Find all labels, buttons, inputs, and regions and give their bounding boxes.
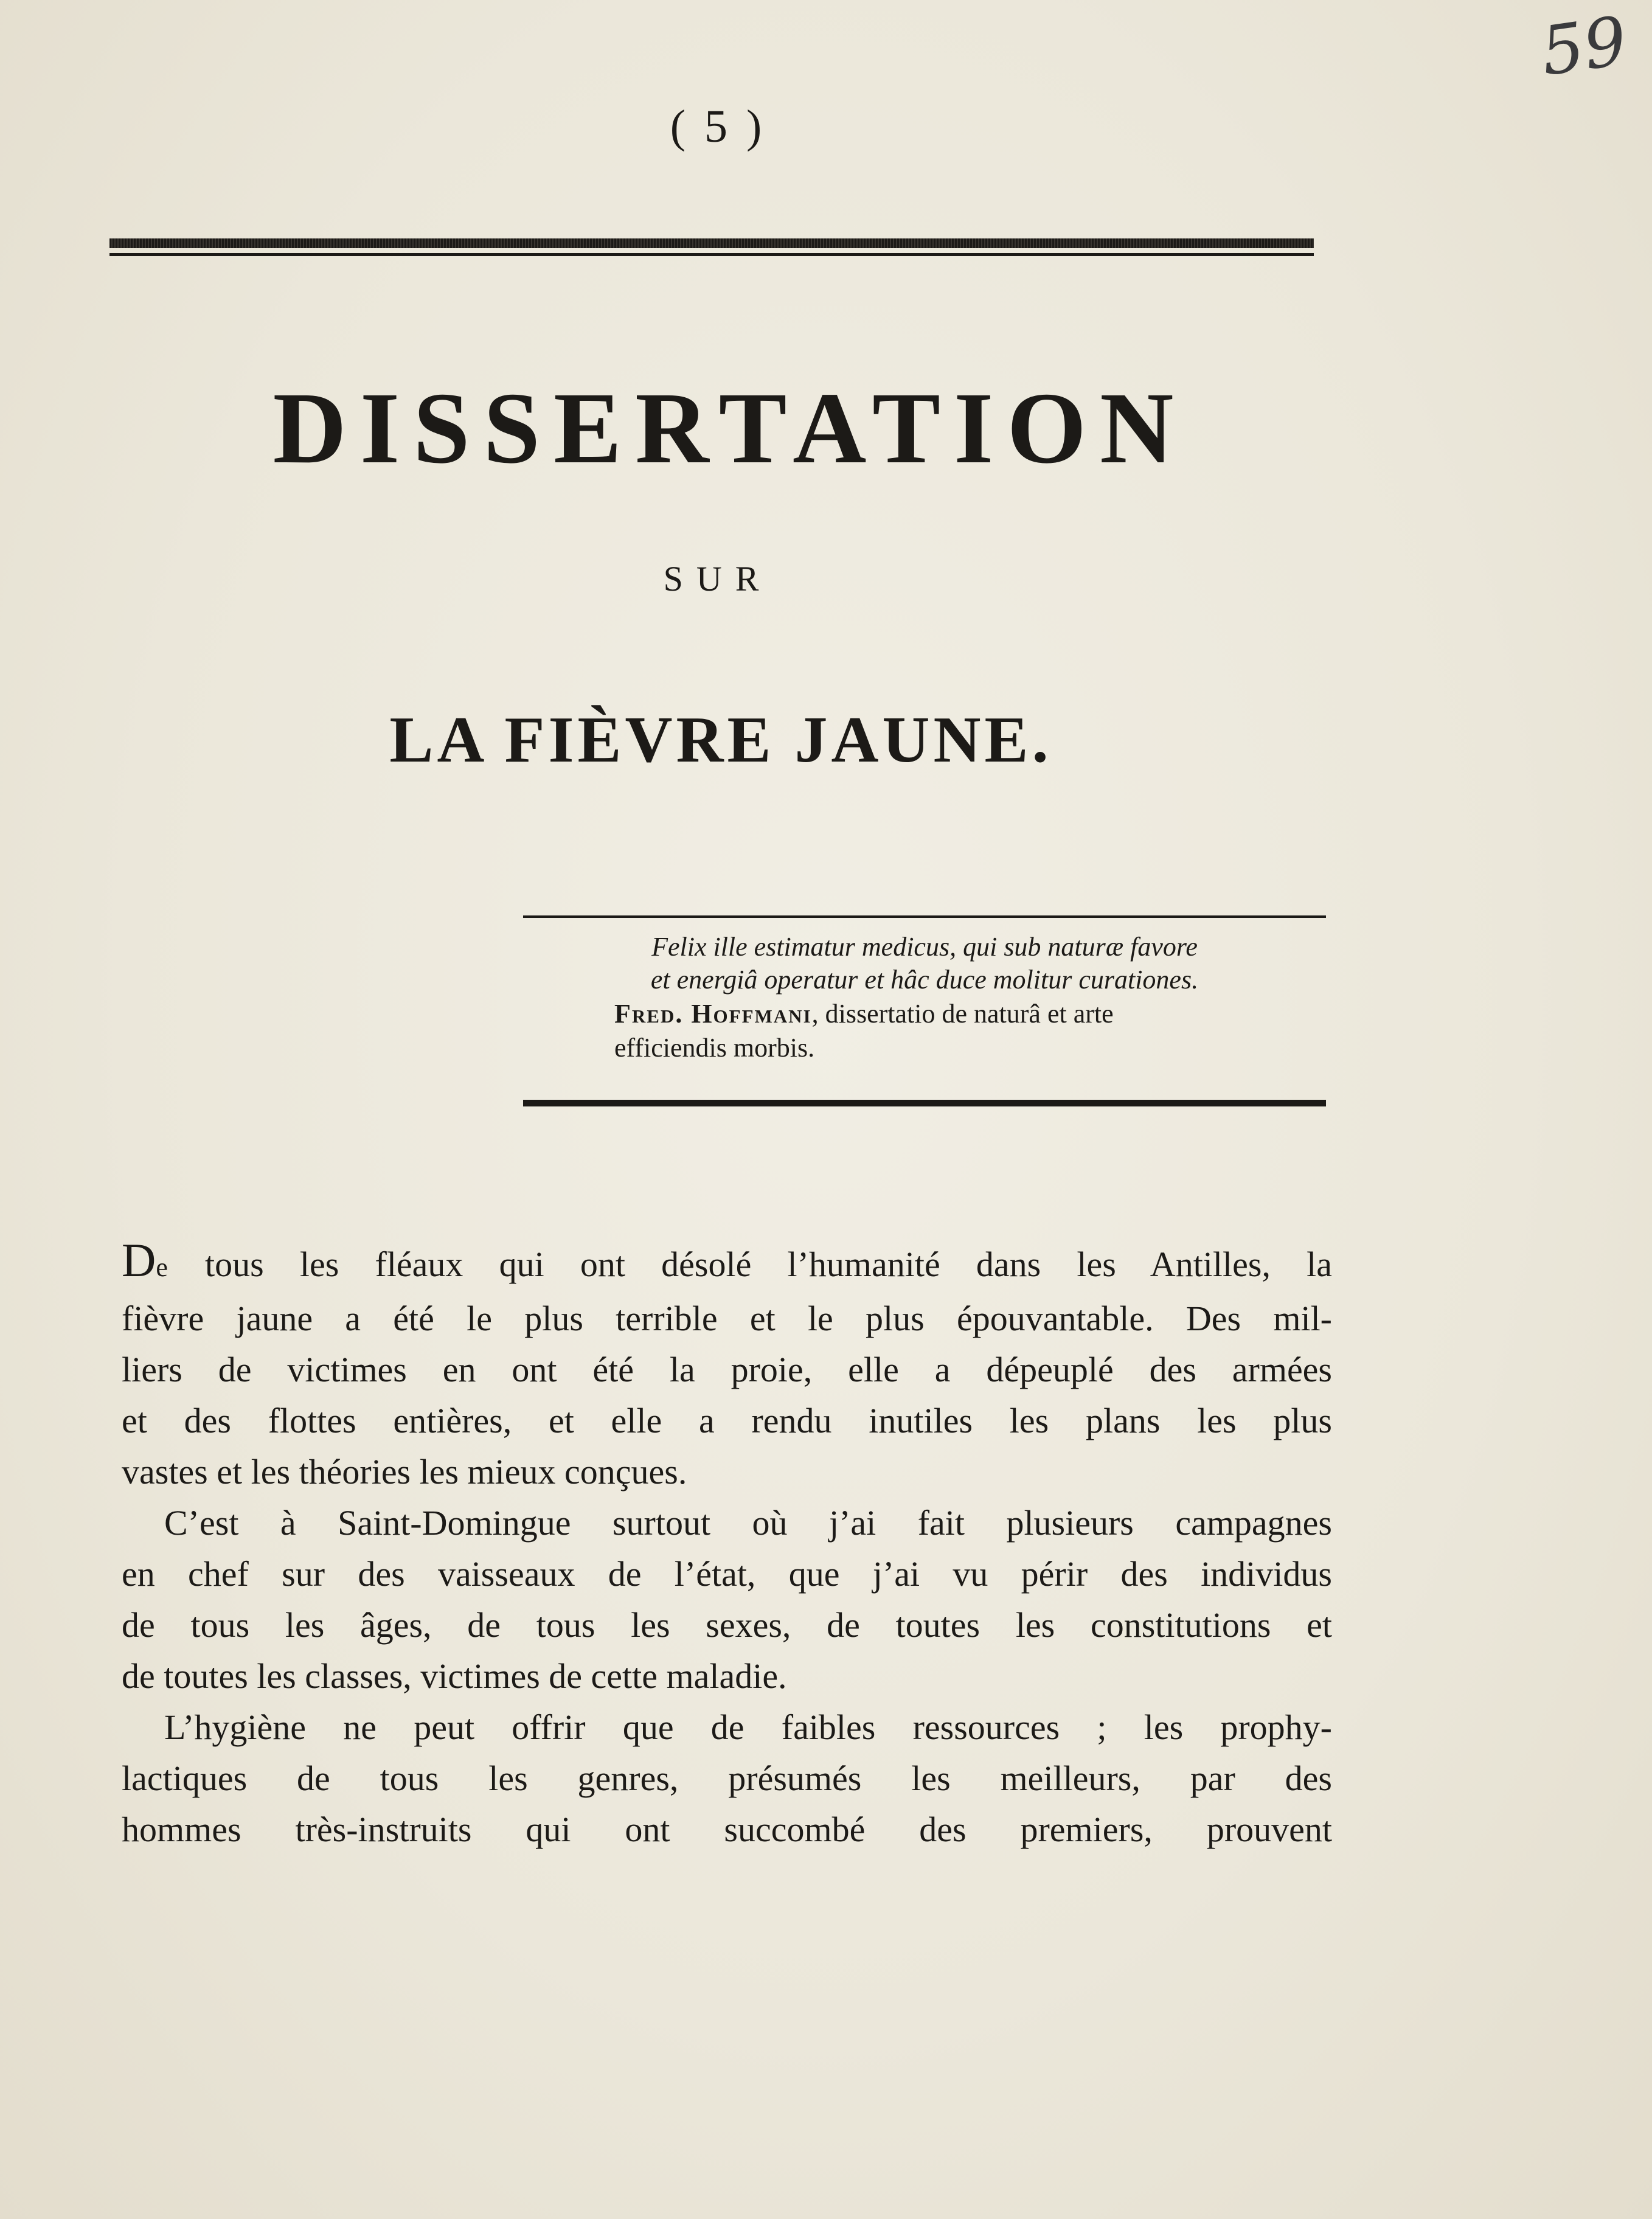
text-line [122,1235,1332,1293]
text-line: hommes très-instruits qui ont succombé des premiers, prouvent [122,1810,1332,1849]
epigraph [523,931,1326,1064]
folio-mark: 59 [1536,1,1632,91]
text-line: de toutes les classes, victimes de cette maladie. [122,1656,787,1696]
epigraph-line: et energiâ operatur et hâc duce molitur curationes. [650,965,1199,995]
title-connector: SUR [663,559,772,599]
epigraph-quote [523,931,1326,996]
page-title: DISSERTATION [272,372,1187,485]
header-rule-thick [109,238,1314,248]
epigraph-source-continued: efficiendis morbis. [614,1033,815,1063]
epigraph-author: Fred. Hoffmani [614,999,812,1029]
epigraph-attribution [614,998,1326,1030]
text-line: C’est à Saint-Domingue surtout où j’ai fait plusieurs campagnes [164,1503,1332,1543]
header-rule-thin [109,253,1314,256]
drop-cap: D [122,1234,156,1287]
text-line: en chef sur des vaisseaux de l’état, que j’ai vu périr des individus [122,1554,1332,1594]
paragraph-1 [122,1235,1332,1498]
epigraph-rule-top [523,915,1326,918]
text-line: L’hygiène ne peut offrir que de faibles ressources ; les prophy- [164,1707,1332,1747]
text-line: lactiques de tous les genres, présumés les meilleurs, par des [122,1759,1332,1798]
drop-cap-rest: e [156,1252,169,1282]
epigraph-line: Felix ille estimatur medicus, qui sub naturæ favore [651,932,1198,962]
text-line-content: tous les fléaux qui ont désolé l’humanité dans les Antilles, la [168,1245,1332,1284]
epigraph-source: , dissertatio de naturâ et arte [811,999,1114,1029]
text-line: de tous les âges, de tous les sexes, de toutes les constitutions et [122,1605,1332,1645]
body-text [122,1235,1332,1855]
page-number: ( 5 ) [670,101,766,152]
header-rule [109,238,1314,257]
paragraph-3 [122,1702,1332,1855]
text-line: fièvre jaune a été le plus terrible et le plus épouvantable. Des mil- [122,1299,1332,1338]
epigraph-rule-bottom [523,1100,1326,1106]
text-line: et des flottes entières, et elle a rendu inutiles les plans les plus [122,1401,1332,1440]
page-subtitle: LA FIÈVRE JAUNE. [389,704,1052,776]
text-line: vastes et les théories les mieux conçues. [122,1452,687,1491]
paragraph-2 [122,1498,1332,1702]
text-line: liers de victimes en ont été la proie, elle a dépeuplé des armées [122,1350,1332,1389]
